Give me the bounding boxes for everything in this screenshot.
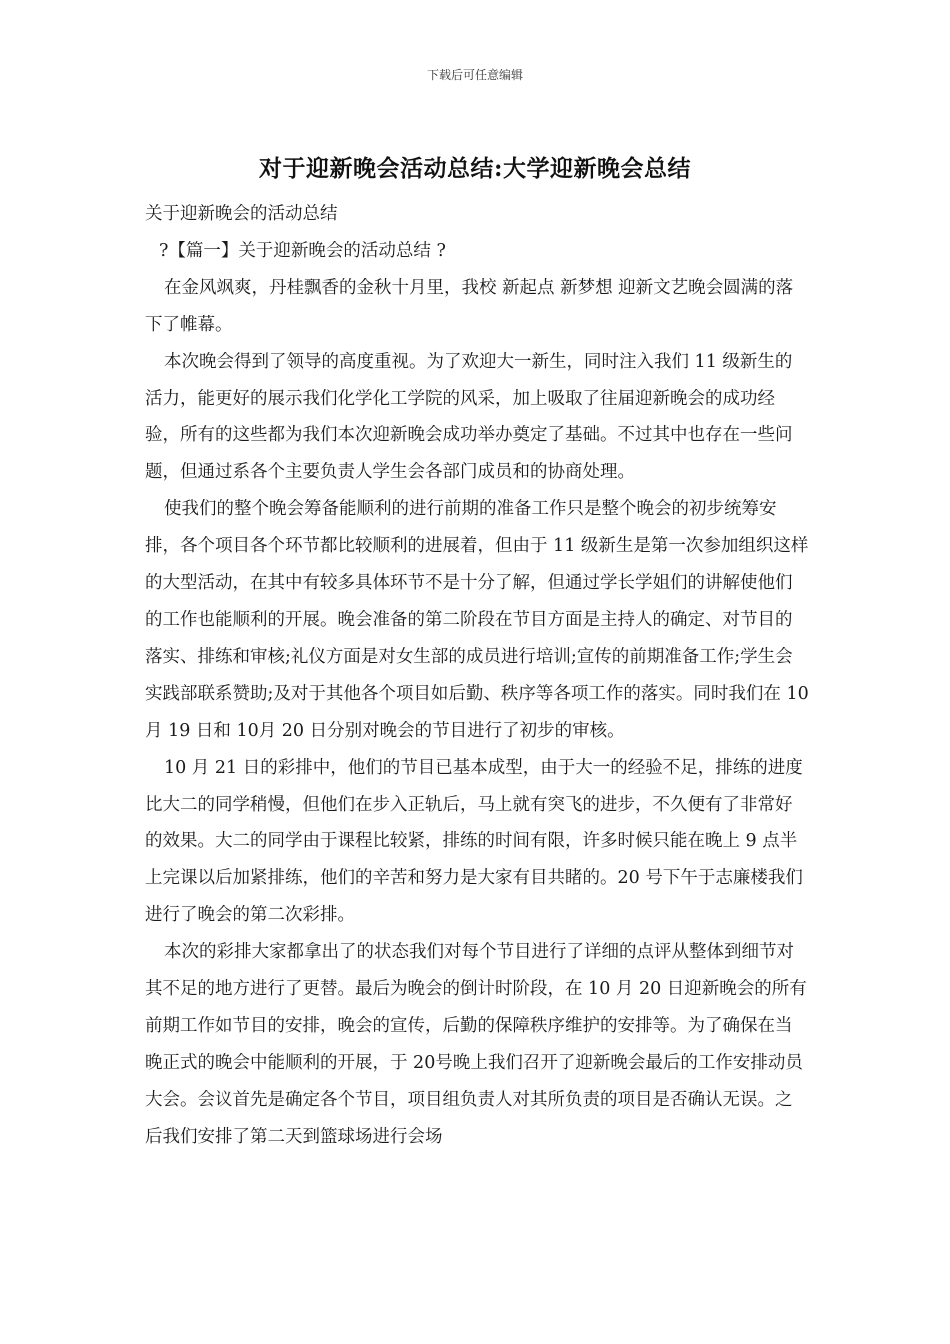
section-heading: ?【篇一】关于迎新晚会的活动总结 ? bbox=[159, 240, 446, 261]
paragraph-4: 10 月 21 日的彩排中，他们的节目已基本成型，由于大一的经验不足，排练的进度比大二的同学稍慢，但他们在步入正轨后，马上就有突飞的进步，不久便有了非常好的效果。大二的同学由于课程比较紧，排练的时间有限，许多时候只能在晚上 9 点半上完课以后加紧排练，他们的辛苦和努力是大家有目共睹的。20 号下午于志廉楼我们进行了晚会的第二次彩排。 bbox=[145, 757, 803, 926]
paragraph-5: 本次的彩排大家都拿出了的状态我们对每个节目进行了详细的点评从整体到细节对其不足的地方进行了更替。最后为晚会的倒计时阶段，在 10 月 20 日迎新晚会的所有前期工作如节目的安排，晚会的宣传，后勤的保障秩序维护的安排等。为了确保在当晚正式的晚会中能顺利的开展，于 20号晚上我们召开了迎新晚会最后的工作安排动员大会。会议首先是确定各个节目，项目组负责人对其所负责的项目是否确认无误。之后我们安排了第二天到篮球场进行会场 bbox=[145, 942, 807, 1147]
document-title: 对于迎新晚会活动总结:大学迎新晚会总结 bbox=[259, 155, 691, 182]
subtitle: 关于迎新晚会的活动总结 bbox=[145, 204, 338, 224]
header-note: 下载后可任意编辑 bbox=[426, 68, 523, 82]
document-body bbox=[145, 196, 809, 1156]
paragraph-3: 使我们的整个晚会筹备能顺利的进行前期的准备工作只是整个晚会的初步统筹安排，各个项目各个环节都比较顺利的进展着，但由于 11 级新生是第一次参加组织这样的大型活动，在其中有较多具体环节不是十分了解，但通过学长学姐们的讲解使他们的工作也能顺利的开展。晚会准备的第二阶段在节目方面是主持人的确定、对节目的落实、排练和审核;礼仪方面是对女生部的成员进行培训;宣传的前期准备工作;学生会实践部联系赞助;及对于其他各个项目如后勤、秩序等各项工作的落实。同时我们在 10 月 19 日和 10月 20 日分别对晚会的节目进行了初步的审核。 bbox=[145, 499, 809, 741]
paragraph-2: 本次晚会得到了领导的高度重视。为了欢迎大一新生，同时注入我们 11 级新生的活力，能更好的展示我们化学化工学院的风采，加上吸取了往届迎新晚会的成功经验，所有的这些都为我们本次迎新晚会成功举办奠定了基础。不过其中也存在一些问题，但通过系各个主要负责人学生会各部门成员和的协商处理。 bbox=[145, 351, 793, 483]
paragraph-1: 在金风飒爽，丹桂飘香的金秋十月里，我校 新起点 新梦想 迎新文艺晚会圆满的落下了帷幕。 bbox=[145, 277, 794, 335]
